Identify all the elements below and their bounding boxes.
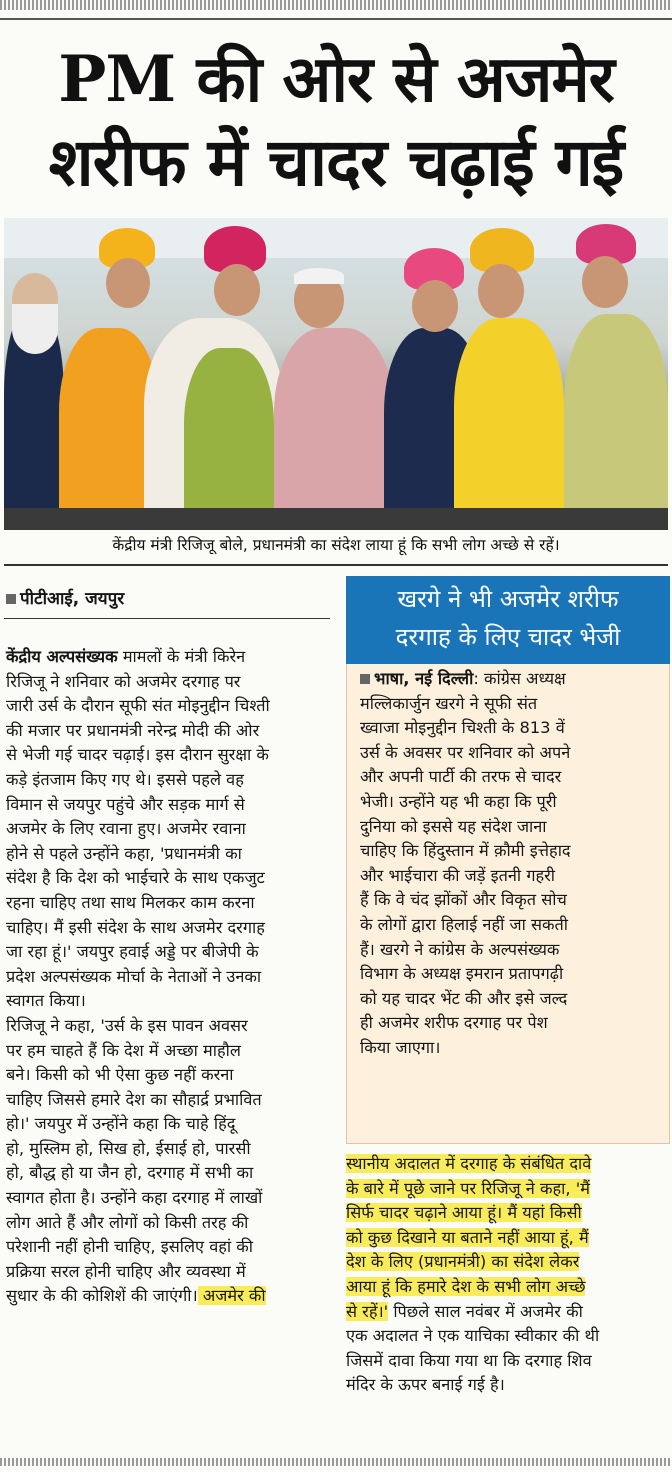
photo-caption: केंद्रीय मंत्री रिजिजू बोले, प्रधानमंत्री का संदेश लाया हूं कि सभी लोग अच्छे से रहें। — [112, 536, 560, 554]
square-bullet-icon — [6, 594, 16, 604]
sidebar-text — [360, 667, 571, 1061]
left-text-line: प्रक्रिया सरल होनी चाहिए और व्यवस्था में — [6, 1261, 246, 1281]
left-text-line: लोग आते हैं और लोगों को किसी तरह की — [6, 1212, 249, 1232]
sidebar-text-line: भेजी। उन्होंने यह भी कहा कि पूरी — [360, 791, 557, 811]
left-text-line: रिजिजू ने कहा, 'उर्स के इस पावन अवसर — [6, 1015, 248, 1035]
left-text-line: कड़े इंतजाम किए गए थे। इससे पहले वह — [6, 769, 244, 789]
sidebar-text-line: के लोगों द्वारा हिलाई नहीं जा सकती — [360, 914, 568, 934]
right-article-column — [346, 1152, 599, 1398]
square-bullet-icon — [360, 674, 370, 684]
highlighted-text: अजमेर की — [197, 1286, 266, 1306]
left-text-line: हो, बौद्ध हो या जैन हो, दरगाह में सभी का — [6, 1163, 254, 1183]
caption-rule — [4, 564, 668, 566]
headline-line-2: शरीफ में चादर चढ़ाई गई — [48, 124, 624, 201]
sidebar-text-line: दुनिया को इससे यह संदेश जाना — [360, 816, 547, 836]
top-rule — [0, 18, 672, 20]
sidebar-text-line: मल्लिकार्जुन खरगे ने सूफी संत — [360, 693, 538, 713]
left-text-line: की मजार पर प्रधानमंत्री नरेन्द्र मोदी की ओर — [6, 720, 260, 740]
highlighted-line: स्थानीय अदालत में दरगाह के संबंधित दावे — [346, 1154, 592, 1173]
left-text-line: हो, मुस्लिम हो, सिख हो, ईसाई हो, पारसी — [6, 1138, 251, 1158]
sidebar-title: खरगे ने भी अजमेर शरीफ दरगाह के लिए चादर भेजी — [346, 576, 670, 664]
left-text-line: संदेश है कि देश को भाईचारे के साथ एकजुट — [6, 868, 265, 888]
left-text-line: केंद्रीय अल्पसंख्यक मामलों के मंत्री किरेन — [6, 647, 246, 666]
sidebar-text-line: चाहिए कि हिंदुस्तान में क़ौमी इत्तेहाद — [360, 841, 571, 861]
highlighted-line: के बारे में पूछे जाने पर रिजिजू ने कहा, 'मैं — [346, 1178, 590, 1198]
sidebar-text-line: को यह चादर भेंट की और इसे जल्द — [360, 988, 568, 1008]
left-text-line: जारी उर्स के दौरान सूफी संत मोइनुद्दीन चिश्ती — [6, 696, 270, 716]
left-text-line: बने। किसी को भी ऐसा कुछ नहीं करना — [6, 1065, 234, 1085]
bottom-rule-dotted — [0, 1458, 672, 1466]
left-text-line: स्वागत होता है। उन्होंने कहा दरगाह में लाखों — [6, 1188, 263, 1208]
sidebar-text-line: हैं कि वे चंद झोंकों और विकृत सोच — [360, 890, 567, 910]
left-text-line: स्वागत किया। — [6, 991, 86, 1011]
right-text-line: जिसमें दावा किया गया था कि दरगाह शिव — [346, 1350, 592, 1370]
left-text-line: परेशानी नहीं होनी चाहिए, इसलिए वहां की — [6, 1237, 254, 1257]
left-text-line: से भेजी गई चादर चढ़ाई। इस दौरान सुरक्षा के — [6, 745, 269, 765]
sidebar-text-line: ख्वाजा मोइनुद्दीन चिश्ती के 813 वें — [360, 718, 565, 738]
headline-line-1: PM की ओर से अजमेर — [58, 42, 614, 117]
right-text-line: एक अदालत ने एक याचिका स्वीकार की थी — [346, 1326, 600, 1346]
sidebar-text-line: उर्स के अवसर पर शनिवार को अपने — [360, 742, 571, 762]
left-text-line: पर हम चाहते हैं कि देश में अच्छा माहौल — [6, 1040, 241, 1060]
top-rule-dotted — [0, 0, 672, 10]
left-text-line: चाहिए जिससे हमारे देश का सौहार्द्र प्रभावित — [6, 1089, 262, 1109]
highlighted-line: सिर्फ चादर चढ़ाने आया हूं। मैं यहां किसी — [346, 1203, 582, 1223]
highlighted-line: को कुछ दिखाने या बताने नहीं आया हूं, मैं — [346, 1227, 589, 1247]
highlighted-line: देश के लिए (प्रधानमंत्री) का संदेश लेकर — [346, 1252, 580, 1272]
highlighted-line: आया हूं कि हमारे देश के सभी लोग अच्छे — [346, 1276, 586, 1296]
left-text-line: होने से पहले उन्होंने कहा, 'प्रधानमंत्री का — [6, 843, 242, 863]
right-text-line: मंदिर के ऊपर बनाई गई है। — [346, 1375, 505, 1395]
left-text-line: रिजिजू ने शनिवार को अजमेर दरगाह पर — [6, 671, 241, 691]
left-text-line: रहना चाहिए तथा साथ मिलकर काम करना — [6, 892, 255, 912]
sidebar-text-line: हैं। खरगे ने कांग्रेस के अल्पसंख्यक — [360, 939, 560, 959]
sidebar-first-line: भाषा, नई दिल्ली: कांग्रेस अध्यक्ष — [360, 667, 571, 692]
left-text-line: सुधार के की कोशिशें की जाएंगी। अजमेर की — [6, 1286, 266, 1306]
sidebar-text-line: किया जाएगा। — [360, 1037, 441, 1057]
left-text-line: चाहिए। मैं इसी संदेश के साथ अजमेर दरगाह — [6, 917, 265, 937]
mixed-line: से रहें।' पिछले साल नवंबर में अजमेर की — [346, 1301, 583, 1321]
sidebar-text-line: विभाग के अध्यक्ष इमरान प्रतापगढ़ी — [360, 964, 564, 984]
left-article-column — [6, 645, 328, 1309]
sidebar-text-line: और भाईचारा की जड़ें इतनी गहरी — [360, 865, 556, 885]
left-text-line: विमान से जयपुर पहुंचे और सड़क मार्ग से — [6, 794, 245, 814]
byline: पीटीआई, जयपुर — [6, 586, 124, 609]
left-text-line: हो।' जयपुर में उन्होंने कहा कि चाहे हिंदू — [6, 1114, 236, 1134]
left-text-line: जा रहा हूं।' जयपुर हवाई अड्डे पर बीजेपी के — [6, 942, 259, 962]
news-photo — [4, 218, 668, 530]
sidebar-text-line: और अपनी पार्टी की तरफ से चादर — [360, 767, 562, 787]
left-text-line: अजमेर के लिए रवाना हुए। अजमेर रवाना — [6, 819, 246, 839]
left-text-line: प्रदेश अल्पसंख्यक मोर्चा के नेताओं ने उनका — [6, 966, 262, 986]
sidebar-text-line: ही अजमेर शरीफ दरगाह पर पेश — [360, 1013, 548, 1033]
byline-rule — [4, 618, 330, 619]
